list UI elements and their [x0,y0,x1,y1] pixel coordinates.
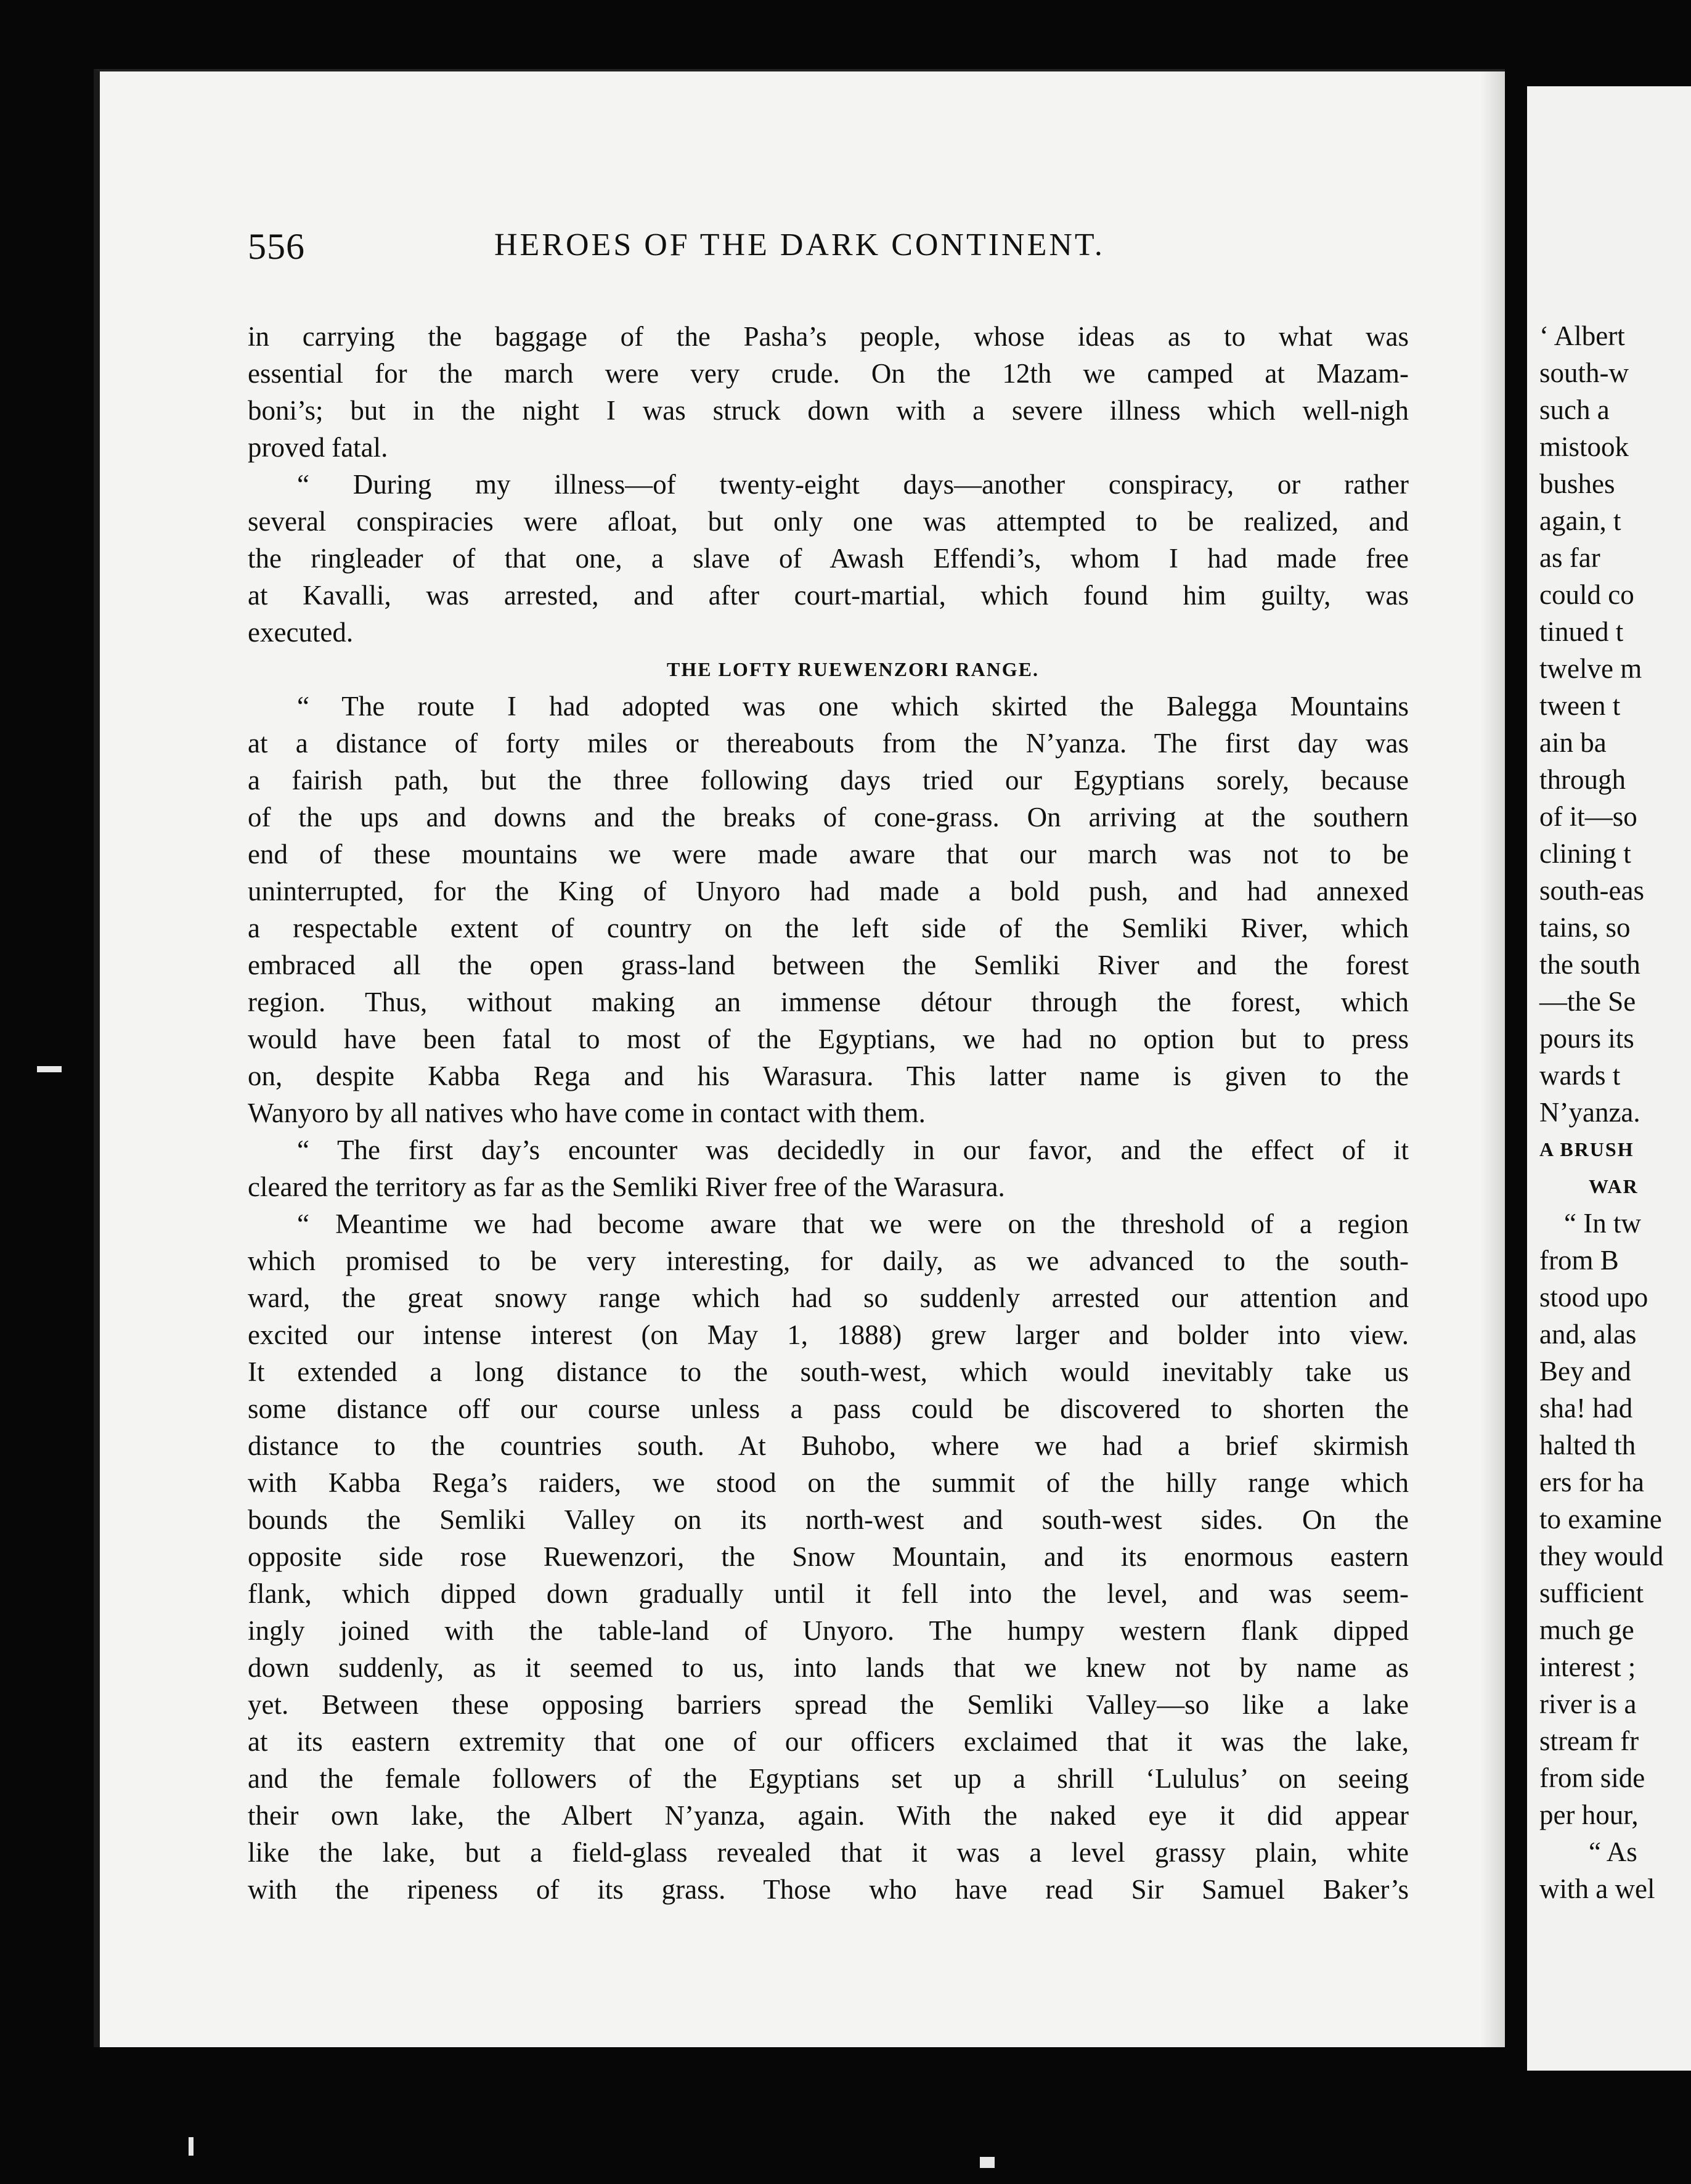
text-line: twelve m [1539,653,1642,684]
text-line: stood upo [1539,1282,1648,1313]
text-line: interest ; [1539,1652,1636,1682]
scan-speck [189,2137,194,2156]
text-line: in carrying the baggage of the Pasha’s people, whose ideas as to what was [248,321,1409,352]
text-line: It extended a long distance to the south-west, which would inevitably take us [248,1356,1409,1387]
text-line: distance to the countries south. At Buhobo, where we had a brief skirmish [248,1430,1409,1461]
text-line: boni’s; but in the night I was struck down with a severe illness which well-nigh [248,395,1409,426]
text-line: executed. [248,617,354,648]
text-line: on, despite Kabba Rega and his Warasura. This latter name is given to the [248,1061,1409,1091]
text-line: from side [1539,1762,1645,1793]
text-line: at Kavalli, was arrested, and after court-martial, which found him guilty, was [248,580,1409,611]
text-line: sufficient [1539,1578,1644,1608]
text-line: sha! had [1539,1393,1633,1424]
text-line: “ Meantime we had become aware that we were on the threshold of a region [297,1208,1409,1239]
text-line: mistook [1539,431,1629,462]
text-line: ingly joined with the table-land of Unyoro. The humpy western flank dipped [248,1615,1409,1646]
text-line: stream fr [1539,1726,1639,1756]
text-line: Bey and [1539,1356,1631,1387]
body-text [248,318,1409,1908]
text-line: bounds the Semliki Valley on its north-west and south-west sides. On the [248,1504,1409,1535]
text-line: wards t [1539,1060,1621,1091]
text-line: a respectable extent of country on the left side of the Semliki River, which [248,913,1409,943]
text-line: like the lake, but a field-glass revealed that it was a level grassy plain, white [248,1837,1409,1868]
text-line: much ge [1539,1615,1634,1645]
text-line: and the female followers of the Egyptians set up a shrill ‘Lululus’ on seeing [248,1763,1409,1794]
scan-speck [37,1066,62,1072]
text-line: “ The first day’s encounter was decidedly in our favor, and the effect of it [297,1135,1409,1165]
text-line: through [1539,764,1626,795]
text-line: a fairish path, but the three following days tried our Egyptians sorely, because [248,765,1409,796]
text-line: their own lake, the Albert N’yanza, again. With the naked eye it did appear [248,1800,1409,1831]
text-line: south-w [1539,357,1629,388]
text-line: some distance off our course unless a pass could be discovered to shorten the [248,1393,1409,1424]
text-line: “ During my illness—of twenty-eight days—another conspiracy, or rather [297,469,1409,500]
text-line: with the ripeness of its grass. Those who have read Sir Samuel Baker’s [248,1874,1409,1905]
text-line: at its eastern extremity that one of our officers exclaimed that it was the lake, [248,1726,1409,1757]
text-line: clining t [1539,838,1631,869]
text-line: would have been fatal to most of the Egyptians, we had no option but to press [248,1024,1409,1054]
text-line: yet. Between these opposing barriers spread the Semliki Valley—so like a lake [248,1689,1409,1720]
text-line: and, alas [1539,1319,1637,1350]
text-line: opposite side rose Ruewenzori, the Snow Mountain, and its enormous eastern [248,1541,1409,1572]
text-line: flank, which dipped down gradually until it fell into the level, and was seem- [248,1578,1409,1609]
text-line: such a [1539,394,1610,425]
text-line: per hour, [1539,1799,1639,1830]
text-line: with a wel [1539,1873,1655,1904]
text-line: of the ups and downs and the breaks of cone-grass. On arriving at the southern [248,802,1409,833]
text-line: bushes [1539,468,1615,499]
text-line: —the Se [1539,986,1636,1017]
text-line: which promised to be very interesting, for daily, as we advanced to the south- [248,1245,1409,1276]
text-line: the south [1539,949,1640,980]
text-line: the ringleader of that one, a slave of Awash Effendi’s, whom I had made free [248,543,1409,574]
running-title: HEROES OF THE DARK CONTINENT. [494,227,1105,263]
text-line: uninterrupted, for the King of Unyoro had made a bold push, and had annexed [248,876,1409,907]
text-line: ward, the great snowy range which had so suddenly arrested our attention and [248,1282,1409,1313]
text-line: down suddenly, as it seemed to us, into lands that we knew not by name as [248,1652,1409,1683]
gutter-shadow [1480,71,1505,2047]
section-heading-cont: WAR [1589,1175,1639,1197]
text-line: essential for the march were very crude. On the 12th we camped at Mazam- [248,358,1409,389]
section-heading: A BRUSH [1539,1138,1634,1160]
text-line: tains, so [1539,912,1631,943]
text-line: ain ba [1539,727,1607,758]
text-line: at a distance of forty miles or thereabouts from the N’yanza. The first day was [248,728,1409,759]
scan-speck [980,2157,995,2168]
text-line: “ In tw [1564,1208,1641,1239]
text-line: with Kabba Rega’s raiders, we stood on the summit of the hilly range which [248,1467,1409,1498]
text-line: cleared the territory as far as the Semliki River free of the Warasura. [248,1171,1005,1202]
text-line: tinued t [1539,616,1624,647]
running-head [100,226,1505,275]
text-line: of it—so [1539,801,1637,832]
text-line: from B [1539,1245,1619,1276]
text-line: to examine [1539,1504,1662,1534]
section-heading: THE LOFTY RUEWENZORI RANGE. [667,658,1039,680]
text-line: proved fatal. [248,432,388,463]
text-line: ‘ Albert [1539,320,1625,351]
text-line: excited our intense interest (on May 1, 1888) grew larger and bolder into view. [248,1319,1409,1350]
text-line: as far [1539,542,1600,573]
text-line: halted th [1539,1430,1636,1461]
text-line: tween t [1539,690,1621,721]
text-line: pours its [1539,1023,1634,1054]
text-line: Wanyoro by all natives who have come in contact with them. [248,1098,926,1128]
text-line: embraced all the open grass-land between the Semliki River and the forest [248,950,1409,980]
text-line: N’yanza. [1539,1097,1640,1128]
text-line: ers for ha [1539,1467,1644,1497]
text-line: “ As [1589,1836,1637,1867]
right-page-text [1539,317,1691,1907]
text-line: end of these mountains we were made aware that our march was not to be [248,839,1409,870]
text-line: could co [1539,579,1634,610]
text-line: again, t [1539,505,1621,536]
text-line: they would [1539,1541,1664,1571]
text-line: several conspiracies were afloat, but only one was attempted to be realized, and [248,506,1409,537]
page-number: 556 [248,226,305,267]
text-line: “ The route I had adopted was one which skirted the Balegga Mountains [297,691,1409,722]
left-page [94,69,1505,2047]
right-page [1527,86,1691,2071]
text-line: region. Thus, without making an immense détour through the forest, which [248,987,1409,1017]
text-line: south-eas [1539,875,1644,906]
text-line: river is a [1539,1689,1637,1719]
